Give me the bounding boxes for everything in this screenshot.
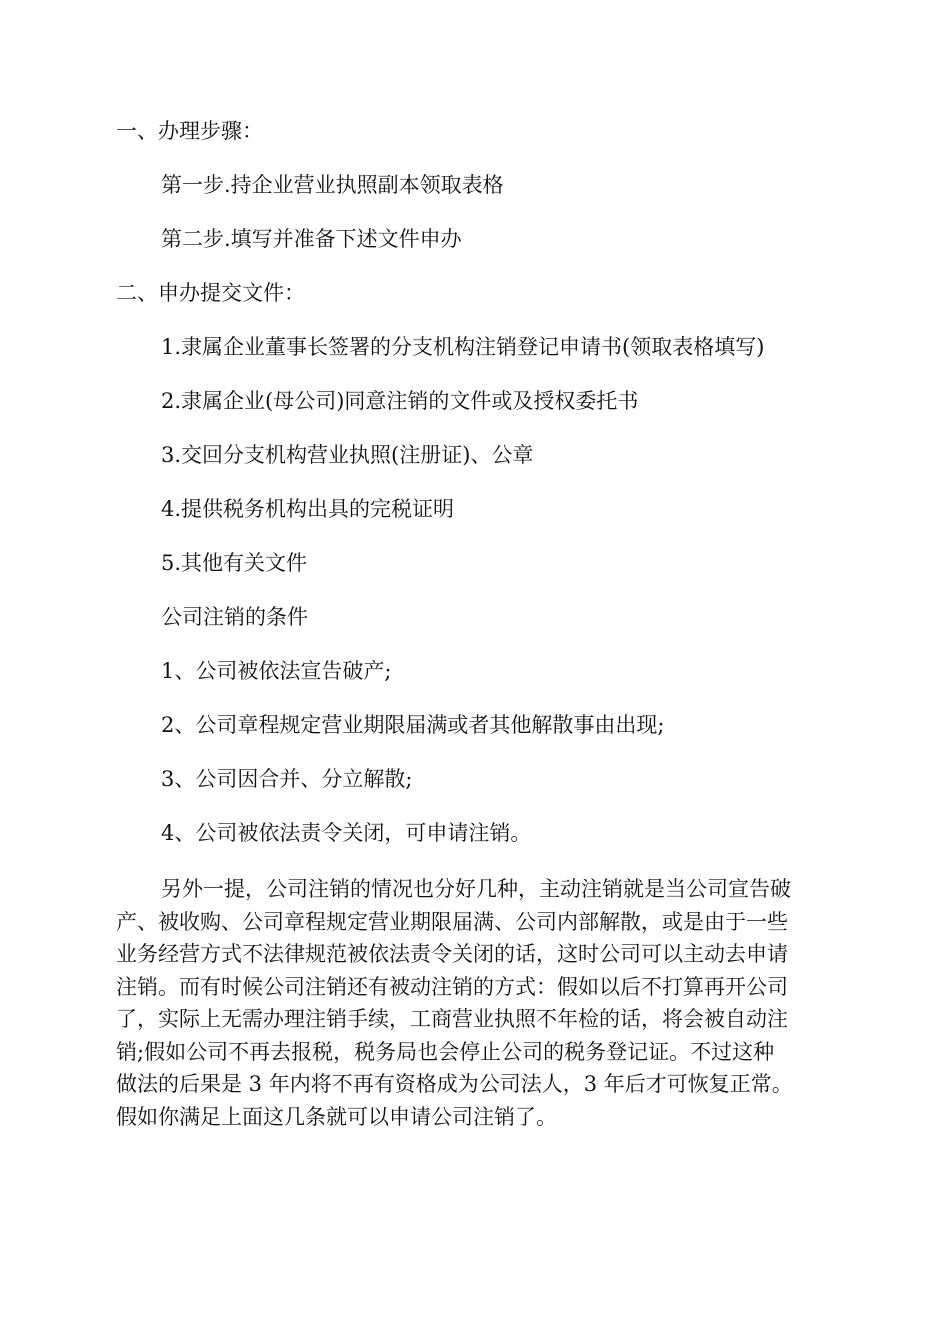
condition-item-3: 3、公司因合并、分立解散;: [161, 767, 413, 791]
paragraph-line: 业务经营方式不法律规范被依法责令关闭的话，这时公司可以主动去申请: [116, 942, 788, 966]
paragraph-line: 假如你满足上面这几条就可以申请公司注销了。: [116, 1104, 557, 1129]
paragraph-line: 做法的后果是 3 年内将不再有资格成为公司法人，3 年后才可恢复正常。: [116, 1072, 793, 1096]
document-item-3: 3.交回分支机构营业执照(注册证)、公章: [161, 443, 534, 467]
conditions-title: 公司注销的条件: [161, 605, 308, 629]
step-2: 第二步.填写并准备下述文件申办: [161, 227, 462, 251]
condition-item-1: 1、公司被依法宣告破产;: [161, 659, 392, 683]
step-1: 第一步.持企业营业执照副本领取表格: [161, 173, 504, 197]
paragraph-line: 产、被收购、公司章程规定营业期限届满、公司内部解散，或是由于一些: [116, 909, 788, 934]
paragraph-line: 了，实际上无需办理注销手续，工商营业执照不年检的话，将会被自动注: [116, 1007, 788, 1031]
paragraph-line: 注销。而有时候公司注销还有被动注销的方式：假如以后不打算再开公司: [116, 974, 788, 999]
condition-item-2: 2、公司章程规定营业期限届满或者其他解散事由出现;: [161, 713, 665, 737]
document-item-2: 2.隶属企业(母公司)同意注销的文件或及授权委托书: [161, 389, 639, 413]
section1-heading: 一、办理步骤：: [116, 119, 263, 143]
condition-item-4: 4、公司被依法责令关闭，可申请注销。: [161, 821, 532, 845]
paragraph-line: 销;假如公司不再去报税，税务局也会停止公司的税务登记证。不过这种: [116, 1039, 775, 1064]
document-item-5: 5.其他有关文件: [161, 551, 308, 575]
document-item-1: 1.隶属企业董事长签署的分支机构注销登记申请书(领取表格填写): [161, 335, 765, 359]
body-paragraph: [116, 873, 836, 1133]
section2-heading: 二、申办提交文件：: [116, 281, 305, 305]
document-item-4: 4.提供税务机构出具的完税证明: [161, 497, 455, 521]
paragraph-line: 另外一提，公司注销的情况也分好几种，主动注销就是当公司宣告破: [161, 877, 791, 901]
